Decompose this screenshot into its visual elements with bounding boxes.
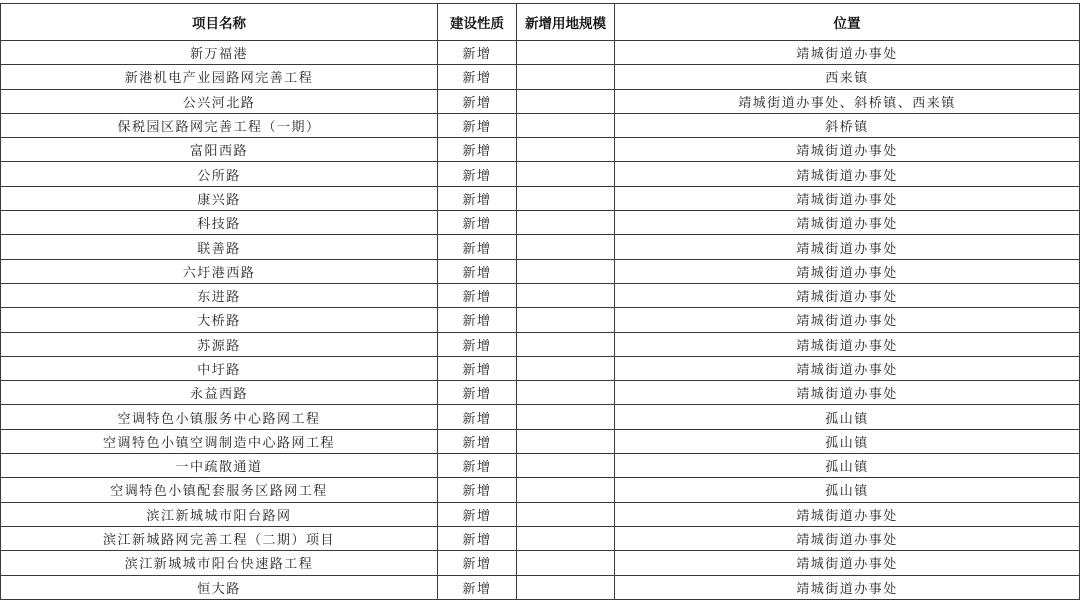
cell-project-name: 新万福港	[1, 41, 438, 65]
cell-construction-nature: 新增	[438, 138, 517, 162]
cell-location: 靖城街道办事处	[615, 356, 1080, 380]
cell-location: 孤山镇	[615, 478, 1080, 502]
table-header	[1, 4, 1080, 41]
cell-construction-nature: 新增	[438, 429, 517, 453]
table-row	[1, 502, 1080, 526]
cell-project-name: 一中疏散通道	[1, 454, 438, 478]
cell-location: 靖城街道办事处	[615, 186, 1080, 210]
cell-construction-nature: 新增	[438, 405, 517, 429]
cell-construction-nature: 新增	[438, 502, 517, 526]
cell-location: 孤山镇	[615, 429, 1080, 453]
table-row	[1, 211, 1080, 235]
header-construction-nature: 建设性质	[438, 4, 517, 41]
cell-new-land-scale	[517, 89, 615, 113]
cell-construction-nature: 新增	[438, 41, 517, 65]
cell-project-name: 康兴路	[1, 186, 438, 210]
cell-project-name: 东进路	[1, 283, 438, 307]
cell-construction-nature: 新增	[438, 65, 517, 89]
cell-project-name: 空调特色小镇服务中心路网工程	[1, 405, 438, 429]
table-row	[1, 65, 1080, 89]
table-row	[1, 454, 1080, 478]
cell-location: 靖城街道办事处	[615, 575, 1080, 599]
cell-project-name: 滨江新城城市阳台路网	[1, 502, 438, 526]
cell-location: 靖城街道办事处	[615, 502, 1080, 526]
cell-construction-nature: 新增	[438, 162, 517, 186]
cell-new-land-scale	[517, 162, 615, 186]
cell-construction-nature: 新增	[438, 89, 517, 113]
cell-new-land-scale	[517, 235, 615, 259]
cell-new-land-scale	[517, 502, 615, 526]
table-row	[1, 186, 1080, 210]
table-row	[1, 235, 1080, 259]
table-row	[1, 405, 1080, 429]
cell-location: 靖城街道办事处	[615, 283, 1080, 307]
cell-construction-nature: 新增	[438, 186, 517, 210]
table-row	[1, 356, 1080, 380]
cell-new-land-scale	[517, 211, 615, 235]
cell-location: 靖城街道办事处	[615, 235, 1080, 259]
cell-construction-nature: 新增	[438, 356, 517, 380]
cell-new-land-scale	[517, 186, 615, 210]
project-table	[0, 3, 1080, 600]
cell-location: 孤山镇	[615, 454, 1080, 478]
cell-project-name: 公所路	[1, 162, 438, 186]
cell-location: 靖城街道办事处	[615, 308, 1080, 332]
cell-location: 靖城街道办事处	[615, 526, 1080, 550]
cell-construction-nature: 新增	[438, 259, 517, 283]
header-project-name: 项目名称	[1, 4, 438, 41]
cell-new-land-scale	[517, 478, 615, 502]
cell-construction-nature: 新增	[438, 235, 517, 259]
cell-location: 靖城街道办事处	[615, 332, 1080, 356]
cell-construction-nature: 新增	[438, 113, 517, 137]
cell-project-name: 空调特色小镇配套服务区路网工程	[1, 478, 438, 502]
table-row	[1, 551, 1080, 575]
table-row	[1, 308, 1080, 332]
table-row	[1, 526, 1080, 550]
cell-construction-nature: 新增	[438, 332, 517, 356]
cell-location: 斜桥镇	[615, 113, 1080, 137]
cell-project-name: 苏源路	[1, 332, 438, 356]
cell-project-name: 永益西路	[1, 381, 438, 405]
table-row	[1, 478, 1080, 502]
cell-construction-nature: 新增	[438, 381, 517, 405]
cell-project-name: 公兴河北路	[1, 89, 438, 113]
cell-new-land-scale	[517, 283, 615, 307]
cell-new-land-scale	[517, 65, 615, 89]
table-body	[1, 41, 1080, 600]
cell-new-land-scale	[517, 138, 615, 162]
cell-construction-nature: 新增	[438, 308, 517, 332]
cell-project-name: 中圩路	[1, 356, 438, 380]
cell-construction-nature: 新增	[438, 551, 517, 575]
cell-construction-nature: 新增	[438, 283, 517, 307]
cell-new-land-scale	[517, 429, 615, 453]
table-row	[1, 332, 1080, 356]
header-row	[1, 4, 1080, 41]
cell-new-land-scale	[517, 575, 615, 599]
table-row	[1, 89, 1080, 113]
cell-project-name: 科技路	[1, 211, 438, 235]
cell-new-land-scale	[517, 551, 615, 575]
table-row	[1, 283, 1080, 307]
cell-location: 孤山镇	[615, 405, 1080, 429]
cell-construction-nature: 新增	[438, 526, 517, 550]
cell-location: 靖城街道办事处	[615, 41, 1080, 65]
header-new-land-scale: 新增用地规模	[517, 4, 615, 41]
cell-project-name: 空调特色小镇空调制造中心路网工程	[1, 429, 438, 453]
cell-new-land-scale	[517, 356, 615, 380]
table-row	[1, 138, 1080, 162]
cell-location: 靖城街道办事处	[615, 162, 1080, 186]
cell-construction-nature: 新增	[438, 454, 517, 478]
cell-project-name: 滨江新城城市阳台快速路工程	[1, 551, 438, 575]
cell-new-land-scale	[517, 454, 615, 478]
cell-location: 靖城街道办事处	[615, 138, 1080, 162]
cell-project-name: 滨江新城路网完善工程（二期）项目	[1, 526, 438, 550]
cell-project-name: 六圩港西路	[1, 259, 438, 283]
cell-project-name: 联善路	[1, 235, 438, 259]
cell-new-land-scale	[517, 308, 615, 332]
cell-new-land-scale	[517, 526, 615, 550]
cell-new-land-scale	[517, 332, 615, 356]
table-row	[1, 113, 1080, 137]
cell-new-land-scale	[517, 381, 615, 405]
cell-project-name: 大桥路	[1, 308, 438, 332]
cell-construction-nature: 新增	[438, 211, 517, 235]
table-row	[1, 259, 1080, 283]
cell-new-land-scale	[517, 259, 615, 283]
cell-project-name: 新港机电产业园路网完善工程	[1, 65, 438, 89]
cell-location: 靖城街道办事处、斜桥镇、西来镇	[615, 89, 1080, 113]
cell-new-land-scale	[517, 41, 615, 65]
cell-location: 西来镇	[615, 65, 1080, 89]
cell-project-name: 保税园区路网完善工程（一期）	[1, 113, 438, 137]
table-row	[1, 162, 1080, 186]
cell-project-name: 恒大路	[1, 575, 438, 599]
table-row	[1, 41, 1080, 65]
cell-new-land-scale	[517, 113, 615, 137]
table-row	[1, 381, 1080, 405]
cell-construction-nature: 新增	[438, 575, 517, 599]
cell-project-name: 富阳西路	[1, 138, 438, 162]
header-location: 位置	[615, 4, 1080, 41]
cell-construction-nature: 新增	[438, 478, 517, 502]
cell-location: 靖城街道办事处	[615, 259, 1080, 283]
cell-location: 靖城街道办事处	[615, 381, 1080, 405]
cell-location: 靖城街道办事处	[615, 551, 1080, 575]
cell-location: 靖城街道办事处	[615, 211, 1080, 235]
cell-new-land-scale	[517, 405, 615, 429]
table-row	[1, 575, 1080, 599]
table-row	[1, 429, 1080, 453]
